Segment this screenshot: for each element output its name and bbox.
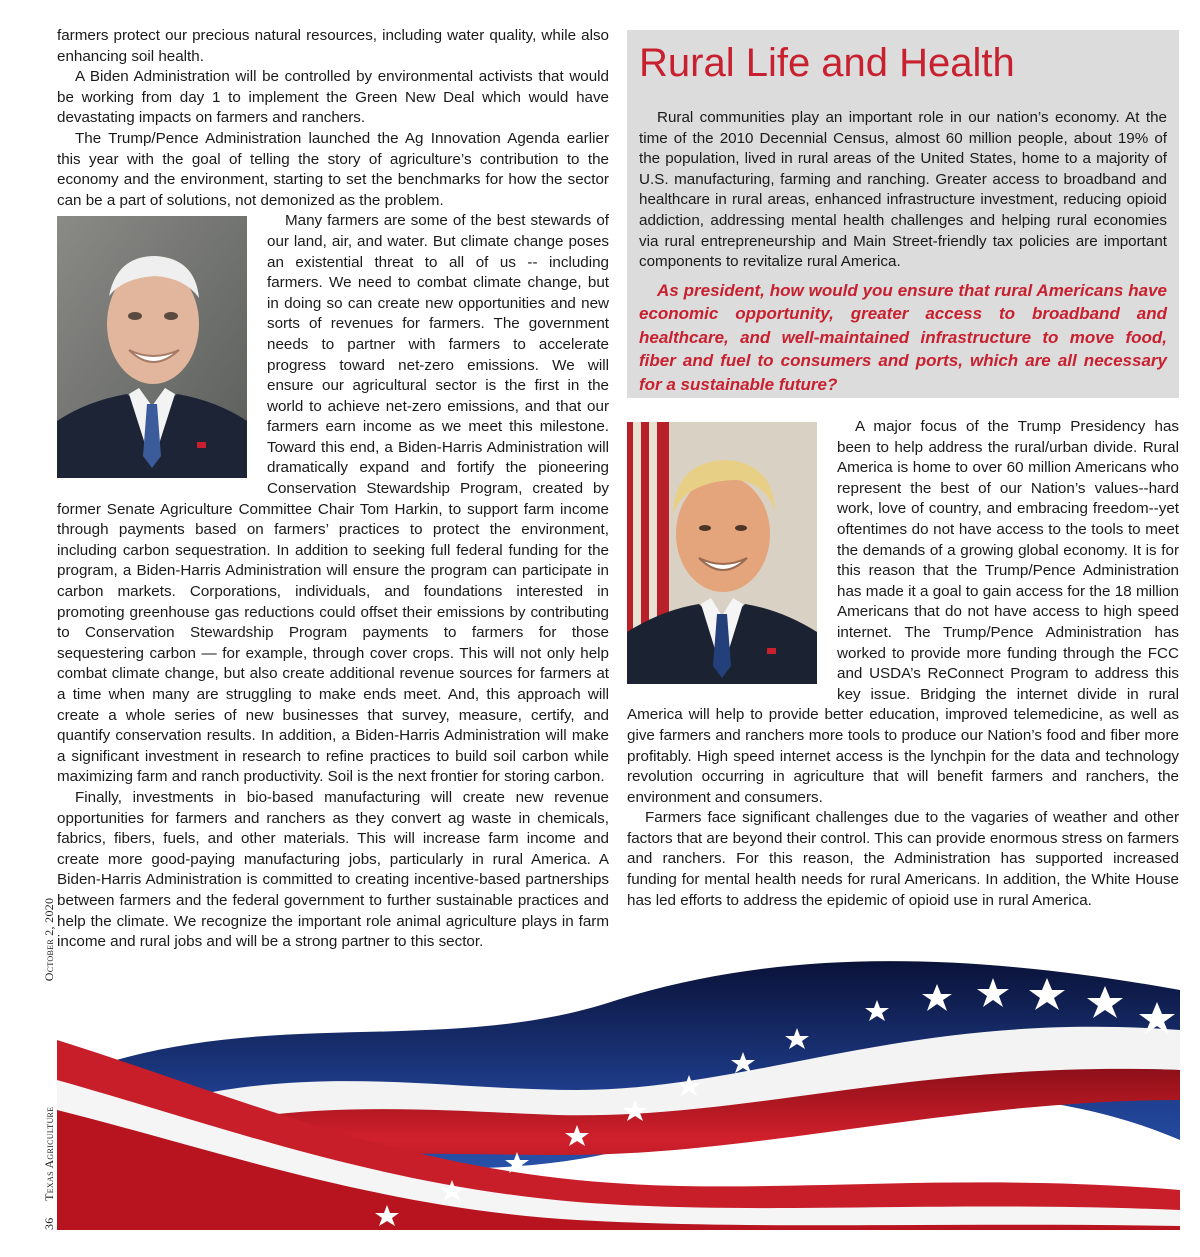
- sidebar-question: As president, how would you ensure that rural Americans have economic opportunity, greater access to broadband and healthcare, and well-maintained infrastructure to move food, fiber and fuel to consumers and ports, which are all necessary for a sustainable future?: [639, 280, 1167, 394]
- sidebar-body: Rural communities play an important role in our nation’s economy. At the time of the 2010 Decennial Census, almost 60 million people, about 19% of the population, lived in rural areas of the United States, home to a majority of U.S. manufacturing, farming and ranching. Greater access to broadband and healthcare in rural areas, enhanced infrastructure investment, reducing opioid addiction, addressing mental health challenges and helping rural economies via rural entrepreneurship and Main Street-friendly tax policies are important components to revitalize rural America.: [639, 109, 1167, 271]
- left-paragraph-1: farmers protect our precious natural resources, including water quality, while also enhancing soil health.: [57, 27, 609, 65]
- trump-portrait-photo: [627, 422, 817, 684]
- left-final-paragraph: Finally, investments in bio-based manufacturing will create new revenue opportunities for farmers and ranchers as they convert ag waste in chemicals, fabrics, fibers, fuels, and other materials. This will increase farm income and create more good-paying manufacturing jobs, particularly in rural America. A Biden-Harris Administration is committed to creating incentive-based partnerships between farmers and the federal government to further sustainable practices and help the climate. We recognize the important role animal agriculture plays in farm income and rural jobs and will be a strong partner to this sector.: [57, 788, 609, 951]
- trump-answer: [627, 417, 1179, 911]
- trump-portrait-illustration: [627, 422, 817, 684]
- page-footer-rail: [42, 898, 57, 1230]
- issue-date: October 2, 2020: [42, 897, 56, 982]
- trump-second-paragraph: Farmers face significant challenges due to the vagaries of weather and other factors that are beyond their control. This can provide enormous stress on farmers and ranchers. For this reason, the Administration has supported increased funding for mental health needs for rural Americans. In addition, the White House has led efforts to address the epidemic of opioid use in rural America.: [627, 809, 1179, 909]
- left-column: [57, 26, 609, 953]
- trump-answer-paragraph: A major focus of the Trump Presidency has been to help address the rural/urban divide. Rural America is home to over 60 million Americans who represent the best of our Nation’s values--hard work, love of country, and embracing freedom--yet oftentimes do not have access to the tools to meet the demands of a growing global economy. It is for this reason that the Trump/Pence Administration has made it a goal to gain access for the 18 million Americans that do not have access to high speed internet. The Trump/Pence Administration has worked to provide more funding through the FCC and USDA’s ReConnect Program to address this key issue. Bridging the internet divide in rural America will help to provide better education, improved telemedicine, as well as give farmers and ranchers more tools to produce our Nation’s food and fiber more profitably. High speed internet access is the lynchpin for the data and technology revolution occurring in agriculture that will benefit farmers and ranchers, the environment and consumers.: [627, 418, 1179, 806]
- biden-portrait-illustration: [57, 216, 247, 478]
- biden-answer-paragraph: Many farmers are some of the best stewards of our land, air, and water. But climate change poses an existential threat to all of us -- including farmers. We need to combat climate change, but in doing so can create new opportunities and new sorts of revenues for farmers. The government needs to partner with farmers to accelerate progress toward net-zero emissions. We will ensure our agricultural sector is the first in the world to achieve net-zero emissions, and that our farmers earn income as we meet this milestone. Toward this end, a Biden-Harris Administration will dramatically expand and fortify the pioneering Conservation Stewardship Program, created by former Senate Agriculture Committee Chair Tom Harkin, to support farm income through payments based on farmers’ practices to protect the environment, including carbon sequestration. In addition to seeking full federal funding for the program, a Biden-Harris Administration will ensure the program can participate in carbon markets. Corporations, individuals, and foundations interested in promoting greenhouse gas reductions could offset their emissions by contributing to Conservation Stewardship Program payments to farmers for those sequestering carbon — for example, through cover crops. This will not only help combat climate change, but also create additional revenue sources for farmers at a time when many are struggling to make ends meet. And, this approach will create a whole series of new businesses that survey, measure, certify, and quantify conservation results. In addition, a Biden-Harris Administration will make a significant investment in research to refine practices to build soil carbon while maximizing farm and ranch productivity. Soil is the next frontier for storing carbon.: [57, 212, 609, 786]
- rural-life-sidebar: [627, 30, 1179, 398]
- right-column: [627, 30, 1179, 911]
- flag-wave-graphic: [57, 940, 1180, 1230]
- left-paragraph-2: A Biden Administration will be controlled by environmental activists that would be working from day 1 to implement the Green New Deal which would have devastating impacts on farmers and ranchers.: [57, 68, 609, 127]
- page-number: 36: [42, 1217, 56, 1230]
- biden-portrait-photo: [57, 216, 247, 478]
- sidebar-title: Rural Life and Health: [639, 41, 1015, 85]
- left-paragraph-3: The Trump/Pence Administration launched the Ag Innovation Agenda earlier this year with the goal of telling the story of agriculture’s contribution to the economy and the environment, starting to set the benchmarks for how the sector can be a part of solutions, not demonized as the problem.: [57, 129, 609, 209]
- publication-name: Texas Agriculture: [42, 1106, 56, 1201]
